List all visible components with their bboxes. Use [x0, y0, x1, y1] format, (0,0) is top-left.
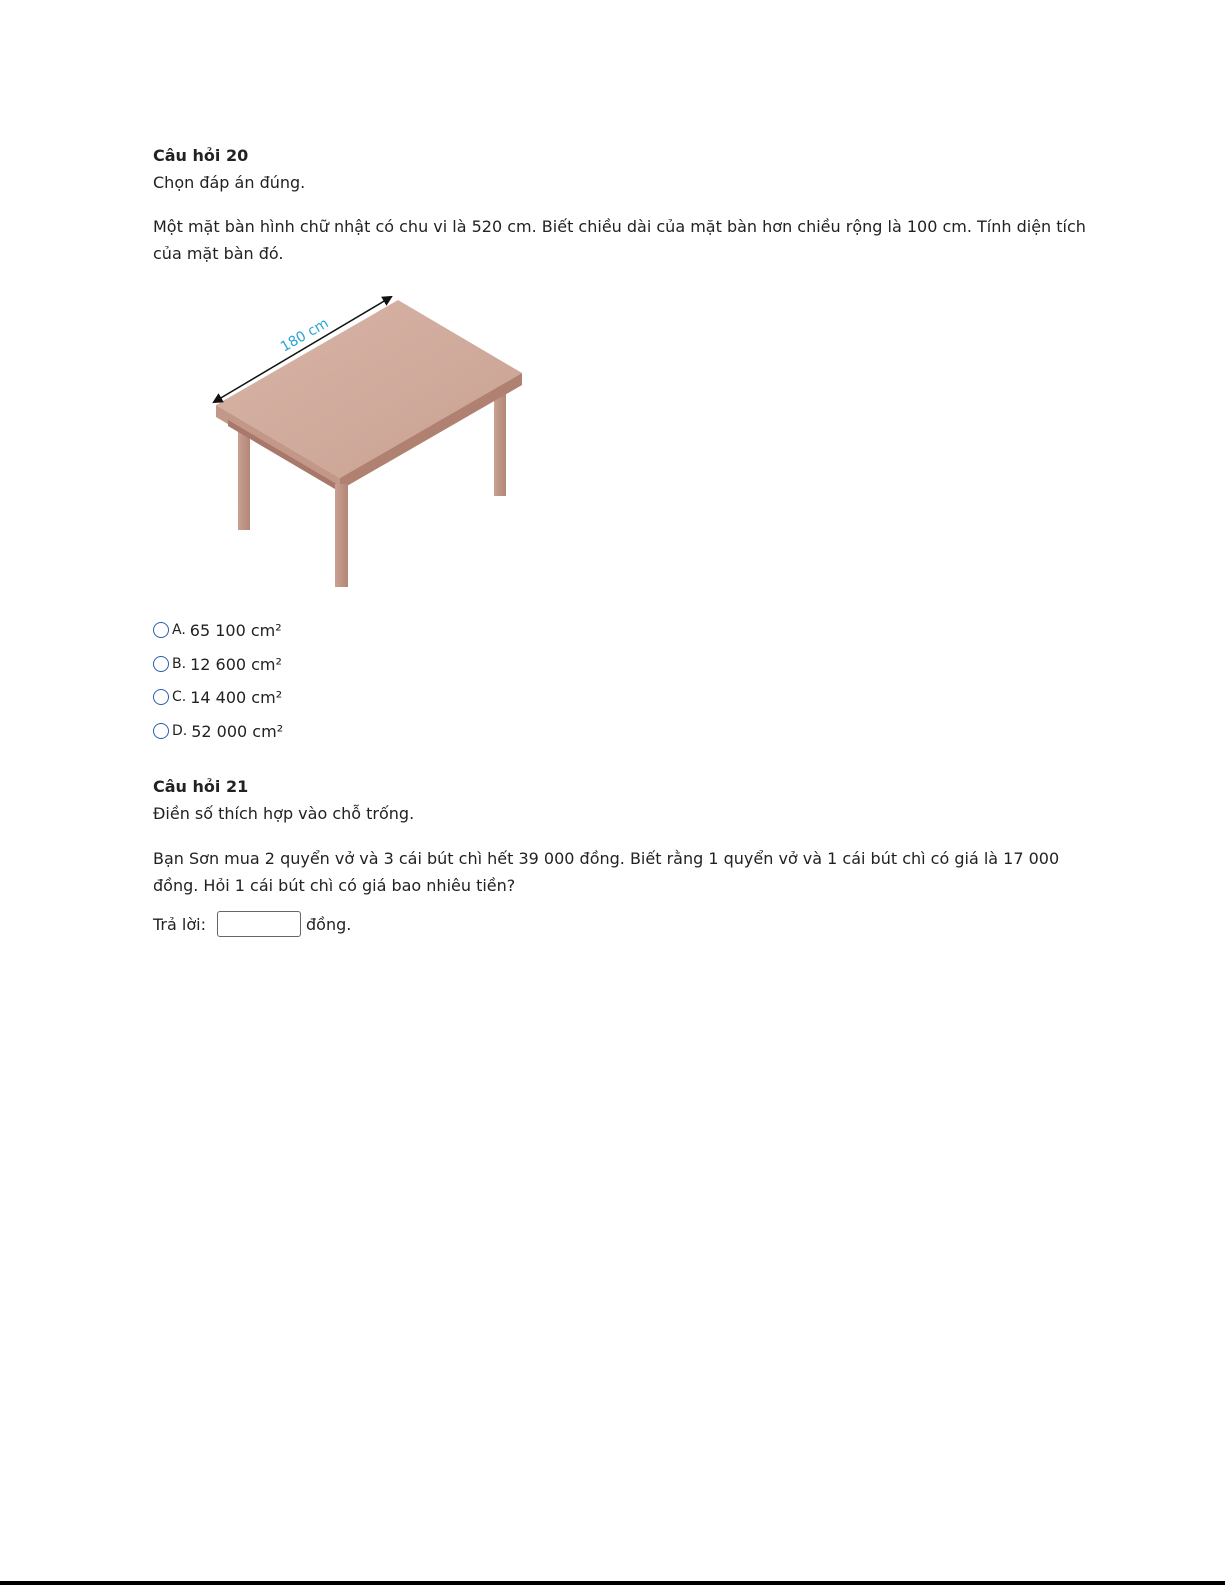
radio-d[interactable]	[153, 723, 169, 739]
table-leg-back-right	[494, 390, 506, 496]
radio-a[interactable]	[153, 622, 169, 638]
radio-b[interactable]	[153, 656, 169, 672]
option-d[interactable]	[153, 721, 283, 741]
option-d-letter: D.	[172, 723, 188, 739]
question-21-title: Câu hỏi 21	[153, 777, 249, 796]
question-21-text-line-1: Bạn Sơn mua 2 quyển vở và 3 cái bút chì hết 39 000 đồng. Biết rằng 1 quyển vở và 1 cái bút chì có giá là 17 000	[153, 849, 1060, 868]
option-c[interactable]	[153, 687, 282, 707]
question-21-instruction: Điền số thích hợp vào chỗ trống.	[153, 804, 415, 823]
option-b-text: 12 600 cm²	[190, 654, 282, 674]
option-c-text: 14 400 cm²	[190, 687, 283, 707]
option-b[interactable]	[153, 654, 282, 674]
question-20-text-line-1: Một mặt bàn hình chữ nhật có chu vi là 520 cm. Biết chiều dài của mặt bàn hơn chiều rộng là 100 cm. Tính diện tích	[153, 217, 1086, 236]
option-a-letter: A.	[172, 622, 186, 638]
option-a-text: 65 100 cm²	[189, 620, 282, 640]
table-leg-back-left	[238, 425, 250, 530]
question-20-instruction: Chọn đáp án đúng.	[153, 173, 306, 192]
table-figure	[205, 290, 535, 595]
question-20-title: Câu hỏi 20	[153, 146, 249, 165]
option-b-letter: B.	[172, 656, 187, 672]
option-c-letter: C.	[172, 689, 187, 705]
option-d-text: 52 000 cm²	[191, 721, 284, 741]
question-20-text-line-2: của mặt bàn đó.	[153, 244, 284, 263]
page-bottom-border	[0, 1581, 1225, 1585]
table-top-surface	[216, 300, 522, 478]
table-leg-front	[335, 484, 348, 587]
question-21-text-line-2: đồng. Hỏi 1 cái bút chì có giá bao nhiêu tiền?	[153, 876, 516, 895]
answer-prefix: Trả lời:	[153, 915, 206, 934]
radio-c[interactable]	[153, 689, 169, 705]
dimension-label: 180 cm	[278, 315, 332, 356]
option-a[interactable]	[153, 620, 282, 640]
answer-input[interactable]	[217, 911, 301, 937]
answer-suffix: đồng.	[306, 915, 352, 934]
